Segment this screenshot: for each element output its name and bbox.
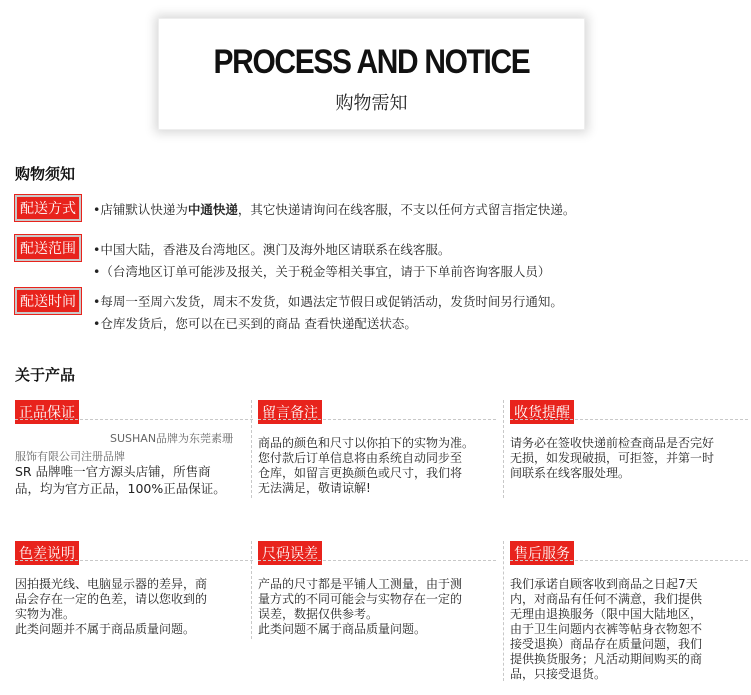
divider xyxy=(510,560,748,561)
divider xyxy=(15,419,253,420)
shipping-range-line1: •中国大陆，香港及台湾地区。澳门及海外地区请联系在线客服。 xyxy=(93,242,451,257)
shipping-range-line2: •（台湾地区订单可能涉及报关，关于税金等相关事宜，请于下单前咨询客服人员） xyxy=(93,264,551,279)
shipping-time-line2: •仓库发货后，您可以在已买到的商品 查看快递配送状态。 xyxy=(93,316,417,331)
divider xyxy=(251,541,252,639)
shipping-time-tag: 配送时间 xyxy=(15,288,81,314)
card-tag: 色差说明 xyxy=(15,541,79,565)
divider xyxy=(258,560,496,561)
watermark-line1: SUSHAN品牌为东莞素珊 xyxy=(110,432,234,445)
divider xyxy=(503,541,504,681)
divider xyxy=(251,400,252,498)
card-tag: 售后服务 xyxy=(510,541,574,565)
card-body: 产品的尺寸都是平铺人工测量，由于测 量方式的不同可能会与实物存在一定的 误差，数据仅供参考。 此类问题不属于商品质量问题。 xyxy=(258,577,463,636)
divider xyxy=(258,419,496,420)
page-subtitle: 购物需知 xyxy=(335,93,408,114)
card-tag: 正品保证 xyxy=(15,400,79,424)
shipping-time-line1: •每周一至周六发货，周末不发货，如遇法定节假日或促销活动，发货时间另行通知。 xyxy=(93,294,563,309)
header-box xyxy=(158,18,585,130)
card-body: 我们承诺自顾客收到商品之日起7天 内，对商品有任何不满意，我们提供 无理由退换服务（限中国大陆地区， 由于卫生问题内衣裤等帖身衣物恕不 接受退换）商品存在质量问题，我们 提供换货服务；凡活动期间购买的商 品，只接受退货。 xyxy=(510,577,703,681)
shipping-range-row xyxy=(15,235,81,261)
card-body: 商品的颜色和尺寸以你拍下的实物为准。 您付款后订单信息将由系统自动同步至 仓库，如留言更换颜色或尺寸，我们将 无法满足，敬请谅解! xyxy=(258,436,475,495)
card-tag: 留言备注 xyxy=(258,400,322,424)
shipping-method-tag: 配送方式 xyxy=(15,195,81,221)
divider xyxy=(15,560,253,561)
divider xyxy=(503,400,504,498)
card-body: 因拍摄光线、电脑显示器的差异，商 品会存在一定的色差，请以您收到的 实物为准。 此类问题并不属于商品质量问题。 xyxy=(15,577,208,636)
page-title: PROCESS AND NOTICE xyxy=(213,43,530,81)
card-tag: 尺码误差 xyxy=(258,541,322,565)
product-section-title: 关于产品 xyxy=(15,366,76,384)
shopping-section-title: 购物须知 xyxy=(15,165,76,183)
authentic-guarantee-text: SR 品牌唯一官方源头店铺，所售商 品，均为官方正品，100%正品保证。 xyxy=(15,464,226,496)
divider xyxy=(510,419,748,420)
card-tag: 收货提醒 xyxy=(510,400,574,424)
shipping-method-text: •店铺默认快递为中通快递，其它快递请询问在线客服，不支以任何方式留言指定快递。 xyxy=(93,202,576,217)
watermark-line2: 服饰有限公司注册品牌 xyxy=(15,450,125,463)
shipping-time-row xyxy=(15,288,81,314)
shipping-range-tag: 配送范围 xyxy=(15,235,81,261)
shipping-method-row xyxy=(15,195,81,221)
card-body: 请务必在签收快递前检查商品是否完好 无损，如发现破损，可拒签，并第一时 间联系在线客服处理。 xyxy=(510,436,715,480)
